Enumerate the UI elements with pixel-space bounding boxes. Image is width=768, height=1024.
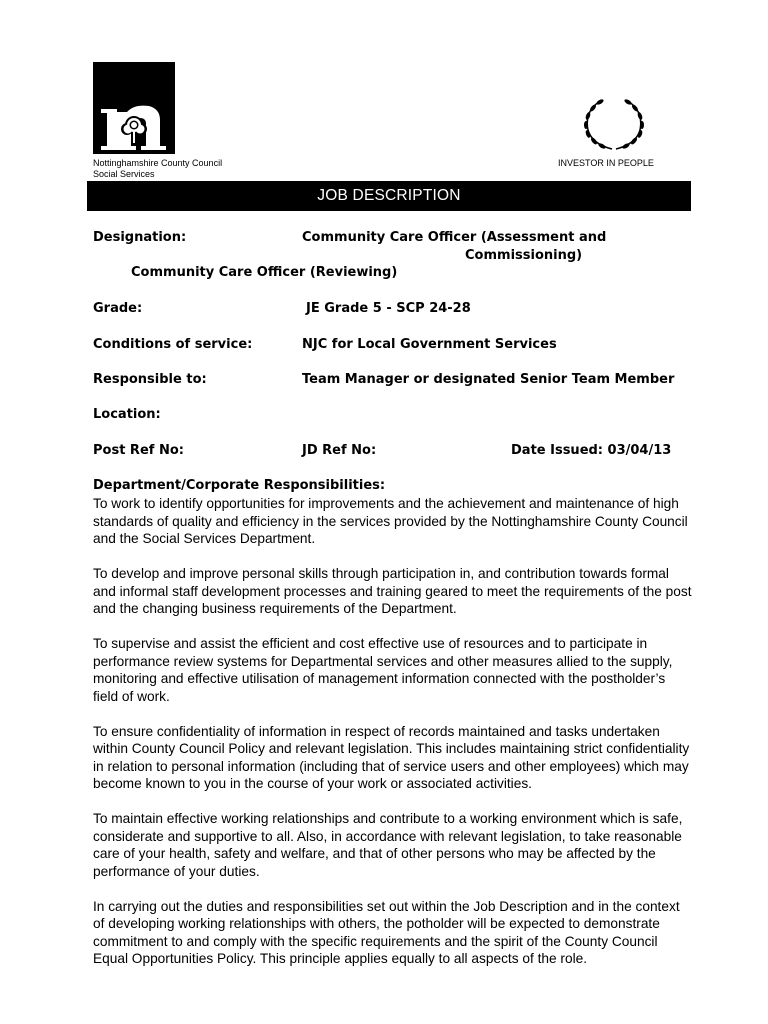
location-label: Location: <box>93 407 161 422</box>
post-ref-label: Post Ref No: <box>93 443 184 458</box>
responsible-to-label: Responsible to: <box>93 372 207 387</box>
document-title-bar: JOB DESCRIPTION <box>87 181 691 211</box>
council-name: Nottinghamshire County Council <box>93 158 223 168</box>
jd-ref-label: JD Ref No: <box>302 443 377 458</box>
paragraph: To ensure confidentiality of information in respect of records maintained and tasks undertaken within County Council Policy and relevant legislation. This includes maintaining strict confidentiality in relation to personal information (including that of service users and other employees) which may become known to you in the course of your work or associated activities. <box>93 723 690 791</box>
grade-label: Grade: <box>93 301 143 316</box>
conditions-label: Conditions of service: <box>93 337 253 352</box>
paragraph: To work to identify opportunities for improvements and the achievement and maintenance of high standards of quality and efficiency in the services provided by the Nottinghamshire County Council and the Social Services Department. <box>93 496 688 546</box>
designation-label: Designation: <box>93 230 187 245</box>
department-name: Social Services <box>93 169 155 179</box>
investor-caption: INVESTOR IN PEOPLE <box>558 158 654 168</box>
laurel-wreath-icon <box>580 96 648 152</box>
conditions-value: NJC for Local Government Services <box>302 337 557 352</box>
responsible-to-value: Team Manager or designated Senior Team Member <box>302 372 675 387</box>
grade-value: JE Grade 5 - SCP 24-28 <box>306 301 471 316</box>
paragraph: To maintain effective working relationships and contribute to a working environment which is safe, considerate and supportive to all. Also, in accordance with relevant legislation, to take reasonable care of your health, safety and welfare, and that of other persons who may be affected by the performance of your duties. <box>93 811 683 879</box>
designation-value-line1: Community Care Officer (Assessment and <box>302 230 607 245</box>
council-logo-icon <box>93 62 175 154</box>
section-title: Department/Corporate Responsibilities: <box>93 478 386 493</box>
paragraph: To develop and improve personal skills through participation in, and contribution towards formal and informal staff development processes and training geared to meet the requirements of the post and the changing business requirements of the Department. <box>93 566 692 616</box>
responsibilities-body <box>93 495 693 985</box>
date-issued: Date Issued: 03/04/13 <box>511 443 672 458</box>
council-logo <box>93 62 175 154</box>
designation-value-line2: Commissioning) <box>465 248 583 263</box>
designation-value-line3: Community Care Officer (Reviewing) <box>131 265 398 280</box>
paragraph: To supervise and assist the efficient and cost effective use of resources and to participate in performance review systems for Departmental services and other measures allied to the supply, monitoring and effective utilisation of management information connected with the postholder’s field of work. <box>93 636 673 704</box>
paragraph: In carrying out the duties and responsibilities set out within the Job Description and in the context of developing working relationships with others, the potholder will be expected to demonstrate commitment to and comply with the specific requirements and the spirit of the County Council Equal Opportunities Policy. This principle applies equally to all aspects of the role. <box>93 898 680 966</box>
